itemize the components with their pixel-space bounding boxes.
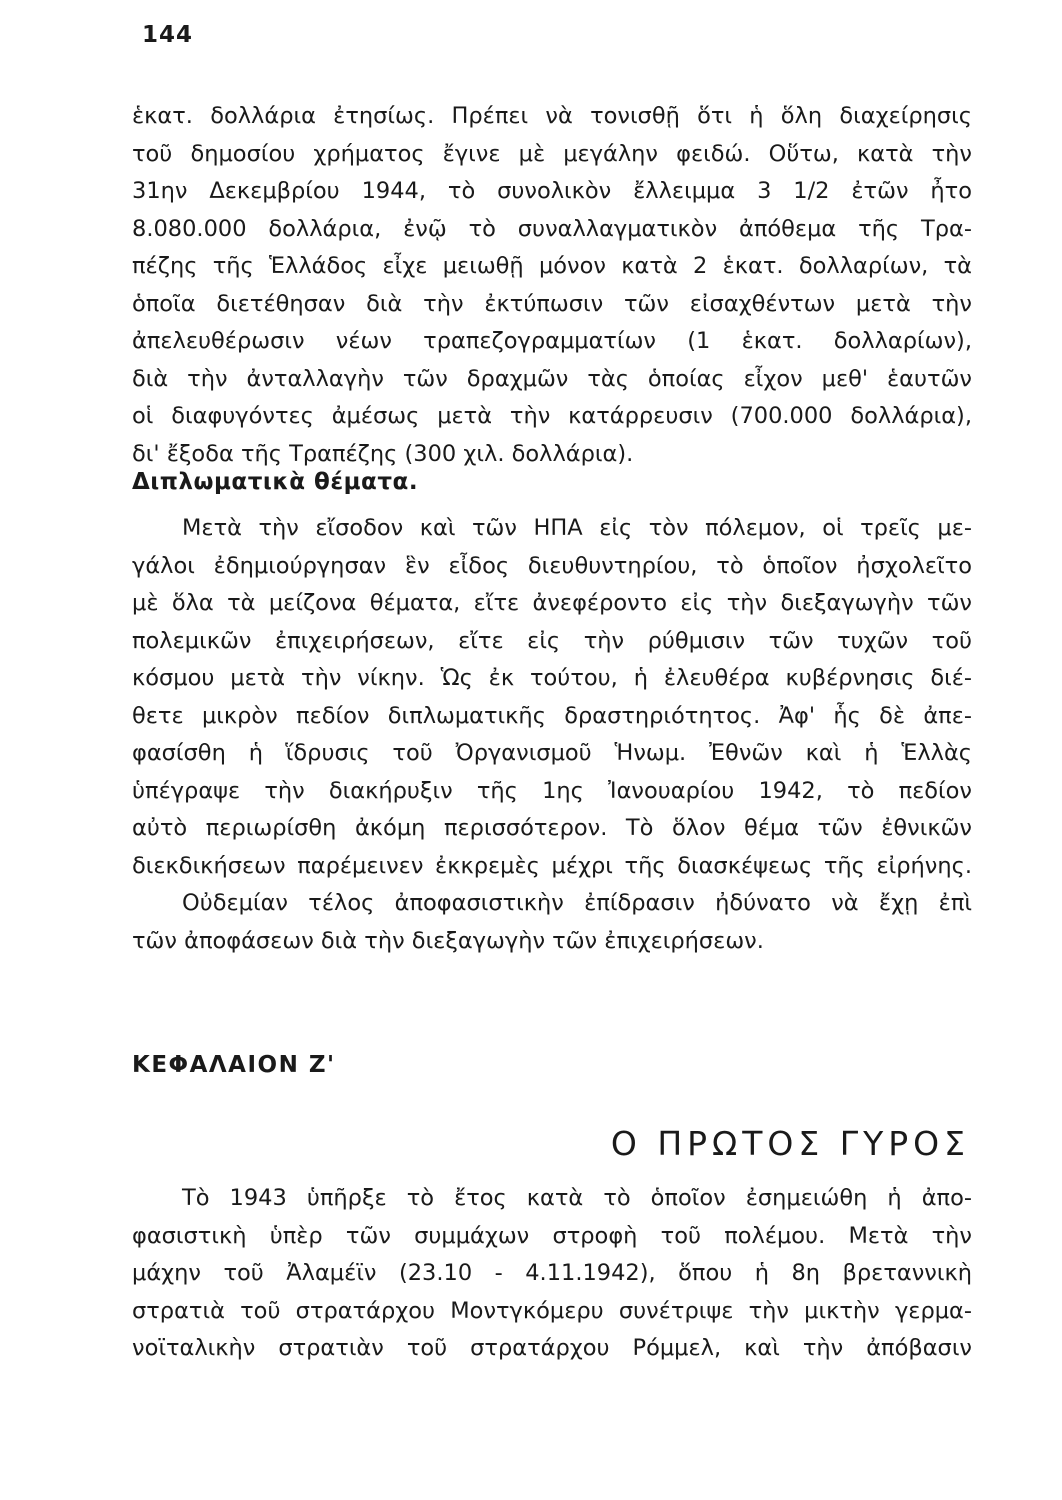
text-line: νοϊταλικὴν στρατιὰν τοῦ στρατάρχου Ρόμμελ, καὶ τὴν ἀπόβασιν	[132, 1335, 972, 1361]
text-line: μάχην τοῦ Ἀλαμέϊν (23.10 - 4.11.1942), ὅπου ἡ 8η βρεταννικὴ	[132, 1260, 972, 1286]
text-line: δι' ἔξοδα τῆς Τραπέζης (300 χιλ. δολλάρια).	[132, 440, 634, 467]
text-line: κόσμου μετὰ τὴν νίκην. Ὡς ἐκ τούτου, ἡ ἐλευθέρα κυβέρνησις διέ-	[132, 665, 972, 691]
text-line: 31ην Δεκεμβρίου 1944, τὸ συνολικὸν ἔλλειμμα 3 1/2 ἐτῶν ἦτο	[132, 178, 972, 204]
text-line: τῶν ἀποφάσεων διὰ τὴν διεξαγωγὴν τῶν ἐπιχειρήσεων.	[132, 927, 764, 954]
text-line: μὲ ὅλα τὰ μείζονα θέματα, εἴτε ἀνεφέροντο εἰς τὴν διεξαγωγὴν τῶν	[132, 590, 972, 616]
paragraph-finances	[132, 98, 972, 473]
section-heading: Διπλωματικὰ θέματα.	[132, 469, 419, 495]
text-line: πέζης τῆς Ἑλλάδος εἶχε μειωθῇ μόνον κατὰ 2 ἑκατ. δολλαρίων, τὰ	[132, 253, 972, 279]
chapter-label: ΚΕΦΑΛΑΙΟΝ Ζ'	[132, 1052, 336, 1078]
page-number: 144	[142, 22, 194, 48]
text-line: διὰ τὴν ἀνταλλαγὴν τῶν δραχμῶν τὰς ὁποίας εἶχον μεθ' ἑαυτῶν	[132, 365, 972, 392]
text-line: οἱ διαφυγόντες ἀμέσως μετὰ τὴν κατάρρευσιν (700.000 δολλάρια),	[132, 403, 972, 429]
text-line: φασίσθη ἡ ἵδρυσις τοῦ Ὀργανισμοῦ Ἡνωμ. Ἐθνῶν καὶ ἡ Ἑλλὰς	[132, 740, 972, 766]
text-line: Τὸ 1943 ὑπῆρξε τὸ ἔτος κατὰ τὸ ὁποῖον ἐσημειώθη ἡ ἀπο-	[182, 1185, 972, 1211]
text-line: Οὐδεμίαν τέλος ἀποφασιστικὴν ἐπίδρασιν ἠδύνατο νὰ ἔχῃ ἐπὶ	[182, 890, 972, 916]
text-line: διεκδικήσεων παρέμεινεν ἐκκρεμὲς μέχρι τῆς διασκέψεως τῆς εἰρήνης.	[132, 852, 972, 879]
text-line: ὁποῖα διετέθησαν διὰ τὴν ἐκτύπωσιν τῶν εἰσαχθέντων μετὰ τὴν	[132, 290, 972, 317]
chapter-title: Ο ΠΡΩΤΟΣ ΓΥΡΟΣ	[610, 1124, 970, 1163]
text-line: στρατιὰ τοῦ στρατάρχου Μοντγκόμερυ συνέτριψε τὴν μικτὴν γερμα-	[132, 1297, 972, 1324]
text-line: ὑπέγραψε τὴν διακήρυξιν τῆς 1ης Ἰανουαρίου 1942, τὸ πεδίον	[132, 777, 972, 804]
text-line: αὐτὸ περιωρίσθη ἀκόμη περισσότερον. Τὸ ὅλον θέμα τῶν ἐθνικῶν	[132, 815, 972, 841]
text-line: Μετὰ τὴν εἴσοδον καὶ τῶν ΗΠΑ εἰς τὸν πόλεμον, οἱ τρεῖς με-	[182, 515, 972, 541]
text-line: φασιστικὴ ὑπὲρ τῶν συμμάχων στροφὴ τοῦ πολέμου. Μετὰ τὴν	[132, 1222, 972, 1249]
text-line: ἑκατ. δολλάρια ἐτησίως. Πρέπει νὰ τονισθῇ ὅτι ἡ ὅλη διαχείρησις	[132, 103, 972, 129]
paragraph-diplomacy	[132, 510, 972, 960]
text-line: γάλοι ἐδημιούργησαν ἓν εἶδος διευθυντηρίου, τὸ ὁποῖον ἠσχολεῖτο	[132, 552, 972, 579]
paragraph-first-round	[132, 1180, 972, 1368]
text-line: πολεμικῶν ἐπιχειρήσεων, εἴτε εἰς τὴν ρύθμισιν τῶν τυχῶν τοῦ	[132, 627, 972, 654]
text-line: 8.080.000 δολλάρια, ἐνῷ τὸ συναλλαγματικὸν ἀπόθεμα τῆς Τρα-	[132, 215, 972, 242]
text-line: θετε μικρὸν πεδίον διπλωματικῆς δραστηριότητος. Ἀφ' ἧς δὲ ἀπε-	[132, 702, 972, 729]
text-line: τοῦ δημοσίου χρήματος ἔγινε μὲ μεγάλην φειδώ. Οὕτω, κατὰ τὴν	[132, 140, 972, 167]
text-line: ἀπελευθέρωσιν νέων τραπεζογραμματίων (1 ἑκατ. δολλαρίων),	[132, 328, 972, 354]
